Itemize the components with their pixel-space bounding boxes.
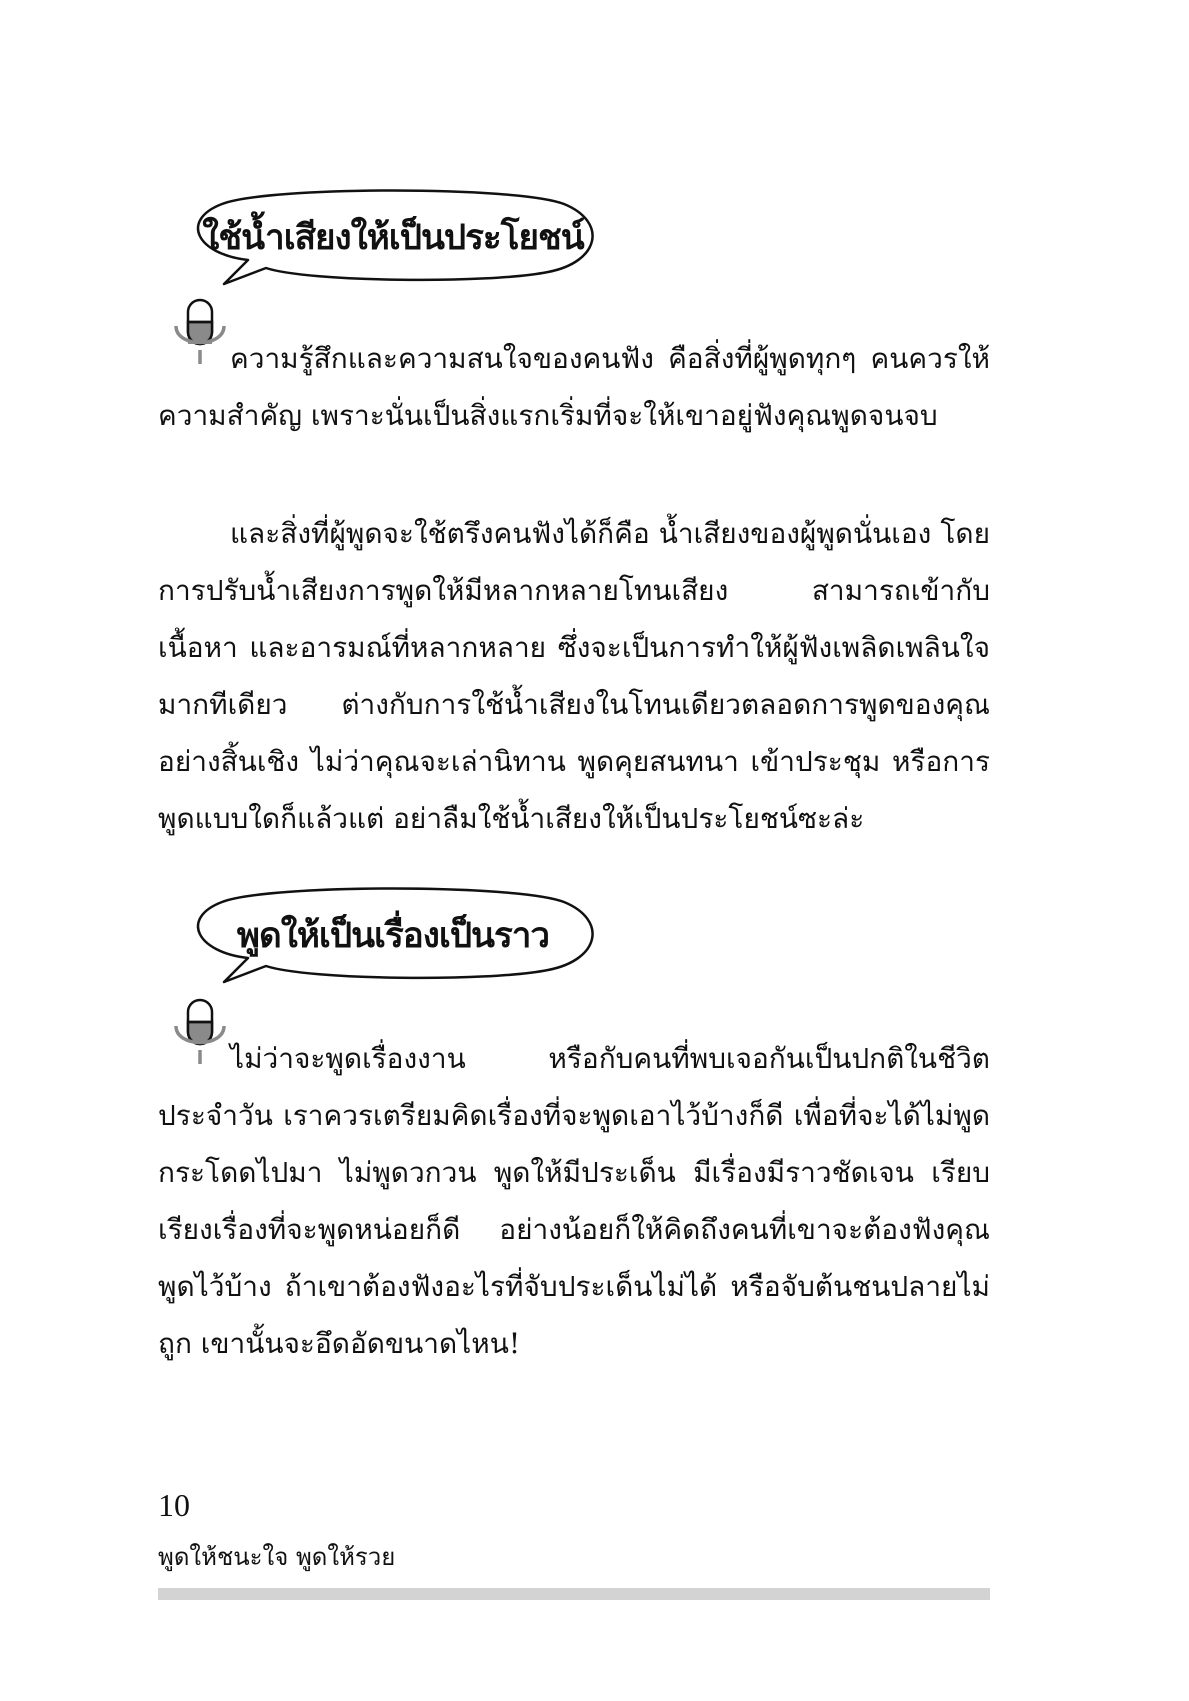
section-1-heading: ใช้น้ำเสียงให้เป็นประโยชน์ <box>202 217 584 258</box>
section-1-heading-bubble <box>188 192 598 282</box>
section-2-heading: พูดให้เป็นเรื่องเป็นราว <box>236 915 550 956</box>
section-2-paragraph-1: ไม่ว่าจะพูดเรื่องงาน หรือกับคนที่พบเจอกันเป็นปกติในชีวิตประจำวัน เราควรเตรียมคิดเรื่องที่จะพูดเอาไว้บ้างก็ดี เพื่อที่จะได้ไม่พูดกระโดดไปมา ไม่พูดวกวน พูดให้มีประเด็น มีเรื่องมีราวชัดเจน เรียบเรียงเรื่องที่จะพูดหน่อยก็ดี อย่างน้อยก็ให้คิดถึงคนที่เขาจะต้องฟังคุณพูดไว้บ้าง ถ้าเขาต้องฟังอะไรที่จับประเด็นไม่ได้ หรือจับต้นชนปลายไม่ถูก เขานั้นจะอึดอัดขนาดไหน! <box>158 1042 990 1360</box>
page-number: 10 <box>158 1487 190 1523</box>
section-1-paragraph-2: และสิ่งที่ผู้พูดจะใช้ตรึงคนฟังได้ก็คือ น้ำเสียงของผู้พูดนั่นเอง โดยการปรับน้ำเสียงการพูดให้มีหลากหลายโทนเสียง สามารถเข้ากับเนื้อหา และอารมณ์ที่หลากหลาย ซึ่งจะเป็นการทำให้ผู้ฟังเพลิดเพลินใจมากทีเดียว ต่างกับการใช้น้ำเสียงในโทนเดียวตลอดการพูดของคุณอย่างสิ้นเชิง ไม่ว่าคุณจะเล่านิทาน พูดคุยสนทนา เข้าประชุม หรือการพูดแบบใดก็แล้วแต่ อย่าลืมใช้น้ำเสียงให้เป็นประโยชน์ซะล่ะ <box>158 517 990 835</box>
book-title: พูดให้ชนะใจ พูดให้รวย <box>158 1543 396 1571</box>
section-1-paragraph-1: ความรู้สึกและความสนใจของคนฟัง คือสิ่งที่ผู้พูดทุกๆ คนควรให้ความสำคัญ เพราะนั่นเป็นสิ่งแรกเริ่มที่จะให้เขาอยู่ฟังคุณพูดจนจบ <box>158 342 990 432</box>
footer-divider <box>158 1588 990 1600</box>
section-2-heading-bubble <box>188 890 598 980</box>
